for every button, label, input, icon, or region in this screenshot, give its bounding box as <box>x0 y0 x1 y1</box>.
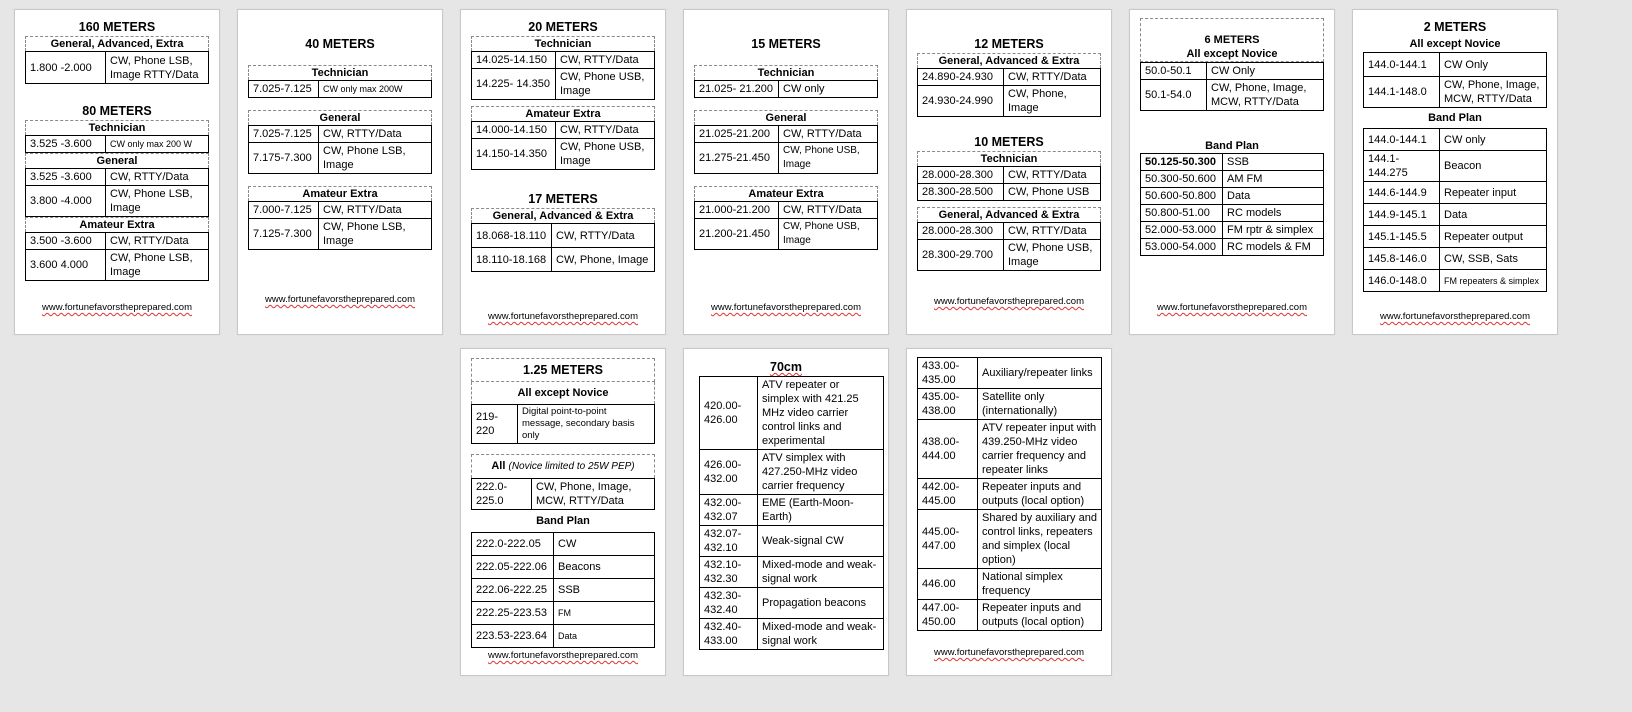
band-table <box>917 68 1101 117</box>
band-table <box>471 223 655 272</box>
mode-cell: CW, Phone USB, Image <box>556 69 655 100</box>
freq-cell: 432.07-432.10 <box>700 526 758 557</box>
mode-cell: Auxiliary/repeater links <box>978 358 1102 389</box>
group-label: General, Advanced & Extra <box>917 207 1101 222</box>
freq-cell: 223.53-223.64 <box>472 625 554 648</box>
mode-cell: CW Only <box>1440 53 1547 77</box>
table-row <box>918 420 1102 479</box>
freq-cell: 21.200-21.450 <box>695 219 779 250</box>
freq-cell: 222.25-223.53 <box>472 602 554 625</box>
table-row <box>1364 129 1547 151</box>
freq-cell: 21.000-21.200 <box>695 202 779 219</box>
freq-cell: 21.025- 21.200 <box>695 81 779 98</box>
table-row <box>918 223 1101 240</box>
group-label: General, Advanced, Extra <box>25 36 209 51</box>
title-box <box>1140 18 1324 62</box>
mode-cell: CW, Phone USB, Image <box>779 143 878 174</box>
website-footer[interactable]: www.fortunefavorstheprepared.com <box>934 647 1084 658</box>
mode-cell: SSB <box>554 579 655 602</box>
table-row <box>472 69 655 100</box>
band-table <box>471 478 655 510</box>
freq-cell: 145.8-146.0 <box>1364 248 1440 270</box>
group-label: General <box>694 110 878 125</box>
mode-cell: CW, Phone LSB, Image RTTY/Data <box>106 52 209 84</box>
table-row <box>1364 151 1547 182</box>
table-row <box>26 250 209 281</box>
card-20-17-meters <box>460 9 666 335</box>
mode-cell: CW, Phone USB <box>1004 184 1101 201</box>
group-label: Technician <box>471 36 655 51</box>
freq-cell: 222.0-225.0 <box>472 479 532 510</box>
band-title: 2 METERS <box>1423 20 1487 34</box>
freq-cell: 219-220 <box>472 405 518 444</box>
band-table <box>471 121 655 170</box>
band-title: 40 METERS <box>305 37 375 51</box>
table-row <box>1364 182 1547 204</box>
band-table <box>471 51 655 100</box>
website-footer[interactable]: www.fortunefavorstheprepared.com <box>488 311 638 322</box>
mode-cell: Beacon <box>1440 151 1547 182</box>
mode-cell: CW, RTTY/Data <box>319 202 432 219</box>
mode-cell: FM rptr & simplex <box>1223 222 1324 239</box>
mode-cell: CW, RTTY/Data <box>106 169 209 186</box>
band-table <box>1363 128 1547 292</box>
mode-cell: CW, RTTY/Data <box>1004 69 1101 86</box>
group-label: General <box>25 153 209 168</box>
freq-cell: 3.800 -4.000 <box>26 186 106 217</box>
mode-cell: Data <box>1440 204 1547 226</box>
website-footer[interactable]: www.fortunefavorstheprepared.com <box>1380 311 1530 322</box>
mode-cell: FM <box>554 602 655 625</box>
freq-cell: 14.000-14.150 <box>472 122 556 139</box>
mode-cell: Propagation beacons <box>758 588 884 619</box>
freq-cell: 435.00-438.00 <box>918 389 978 420</box>
card-2-meters <box>1352 9 1558 335</box>
table-row <box>918 167 1101 184</box>
table-row <box>472 248 655 272</box>
band-table <box>917 357 1102 631</box>
table-row <box>700 557 884 588</box>
table-row <box>695 202 878 219</box>
group-label: Amateur Extra <box>471 106 655 121</box>
mode-cell: Repeater inputs and outputs (local option) <box>978 600 1102 631</box>
table-row <box>918 358 1102 389</box>
freq-cell: 28.000-28.300 <box>918 167 1004 184</box>
freq-cell: 144.0-144.1 <box>1364 53 1440 77</box>
freq-cell: 28.300-28.500 <box>918 184 1004 201</box>
card-6-meters <box>1129 9 1335 335</box>
table-row <box>472 139 655 170</box>
group-label: All except Novice <box>1409 38 1501 50</box>
table-row <box>26 186 209 217</box>
table-row <box>1364 53 1547 77</box>
band-title: 160 METERS <box>78 20 156 34</box>
table-row <box>1141 188 1324 205</box>
table-row <box>26 52 209 84</box>
card-15-meters <box>683 9 889 335</box>
freq-cell: 144.6-144.9 <box>1364 182 1440 204</box>
table-row <box>1364 226 1547 248</box>
table-row <box>1364 204 1547 226</box>
freq-cell: 50.600-50.800 <box>1141 188 1223 205</box>
freq-cell: 420.00-426.00 <box>700 377 758 450</box>
freq-cell: 24.890-24.930 <box>918 69 1004 86</box>
table-row <box>472 556 655 579</box>
table-row <box>918 479 1102 510</box>
website-footer[interactable]: www.fortunefavorstheprepared.com <box>1157 302 1307 313</box>
table-row <box>1364 270 1547 292</box>
table-row <box>1141 239 1324 256</box>
band-table <box>248 125 432 174</box>
mode-cell: Repeater input <box>1440 182 1547 204</box>
freq-cell: 144.1-144.275 <box>1364 151 1440 182</box>
group-label: Band Plan <box>1205 140 1259 152</box>
table-row <box>695 81 878 98</box>
mode-cell: Repeater output <box>1440 226 1547 248</box>
band-title: 10 METERS <box>974 135 1044 149</box>
mode-cell: Beacons <box>554 556 655 579</box>
group-label: Band Plan <box>536 515 590 527</box>
group-label: All except Novice <box>1186 48 1278 60</box>
table-row <box>1141 154 1324 171</box>
table-row <box>472 224 655 248</box>
band-table <box>25 51 209 84</box>
website-footer[interactable]: www.fortunefavorstheprepared.com <box>934 296 1084 307</box>
band-table <box>471 532 655 648</box>
table-row <box>26 169 209 186</box>
freq-cell: 432.30-432.40 <box>700 588 758 619</box>
freq-cell: 3.600 4.000 <box>26 250 106 281</box>
table-row <box>695 219 878 250</box>
table-row <box>26 233 209 250</box>
mode-cell: CW only <box>779 81 878 98</box>
group-label: General <box>248 110 432 125</box>
website-footer[interactable]: www.fortunefavorstheprepared.com <box>42 302 192 313</box>
freq-cell: 144.0-144.1 <box>1364 129 1440 151</box>
group-label: All except Novice <box>471 382 655 404</box>
freq-cell: 445.00-447.00 <box>918 510 978 569</box>
table-row <box>695 143 878 174</box>
mode-cell: CW, RTTY/Data <box>1004 223 1101 240</box>
group-label: Band Plan <box>1428 112 1482 124</box>
mode-cell: CW, Phone USB, Image <box>1004 240 1101 271</box>
group-label: Amateur Extra <box>694 186 878 201</box>
group-label: General, Advanced & Extra <box>471 208 655 223</box>
mode-cell: CW, Phone, Image <box>552 248 655 272</box>
freq-cell: 3.500 -3.600 <box>26 233 106 250</box>
band-title: 20 METERS <box>528 20 598 34</box>
group-label <box>471 454 655 478</box>
mode-cell: CW, RTTY/Data <box>556 122 655 139</box>
mode-cell: RC models & FM <box>1223 239 1324 256</box>
freq-cell: 442.00-445.00 <box>918 479 978 510</box>
mode-cell: Data <box>554 625 655 648</box>
mode-cell: CW only max 200W <box>319 81 432 98</box>
mode-cell: CW, Phone USB, Image <box>556 139 655 170</box>
band-table <box>25 168 209 217</box>
mode-cell: ATV simplex with 427.250-MHz video carrier frequency <box>758 450 884 495</box>
table-row <box>472 602 655 625</box>
mode-cell: CW, Phone, Image, MCW, RTTY/Data <box>532 479 655 510</box>
freq-cell: 3.525 -3.600 <box>26 136 106 153</box>
table-row <box>1141 171 1324 188</box>
freq-cell: 144.1-148.0 <box>1364 77 1440 108</box>
table-row <box>1141 63 1324 80</box>
table-row <box>472 122 655 139</box>
band-title: 15 METERS <box>751 37 821 51</box>
table-row <box>472 533 655 556</box>
mode-cell: National simplex frequency <box>978 569 1102 600</box>
mode-cell: CW, Phone USB, Image <box>779 219 878 250</box>
card-40-meters <box>237 9 443 335</box>
mode-cell: Digital point-to-point message, secondary basis only <box>518 405 655 444</box>
freq-cell: 433.00-435.00 <box>918 358 978 389</box>
mode-cell: SSB <box>1223 154 1324 171</box>
table-row <box>1364 77 1547 108</box>
freq-cell: 50.800-51.00 <box>1141 205 1223 222</box>
freq-cell: 432.40-433.00 <box>700 619 758 650</box>
freq-cell: 7.000-7.125 <box>249 202 319 219</box>
freq-cell: 28.000-28.300 <box>918 223 1004 240</box>
table-row <box>472 52 655 69</box>
mode-cell: Repeater inputs and outputs (local option) <box>978 479 1102 510</box>
mode-cell: CW, RTTY/Data <box>556 52 655 69</box>
freq-cell: 24.930-24.990 <box>918 86 1004 117</box>
freq-cell: 432.00-432.07 <box>700 495 758 526</box>
table-row <box>472 479 655 510</box>
freq-cell: 146.0-148.0 <box>1364 270 1440 292</box>
group-label-all: All <box>491 460 506 472</box>
table-row <box>249 81 432 98</box>
table-row <box>918 184 1101 201</box>
group-note: (Novice limited to 25W PEP) <box>508 461 635 472</box>
mode-cell: AM FM <box>1223 171 1324 188</box>
freq-cell: 222.0-222.05 <box>472 533 554 556</box>
mode-cell: Data <box>1223 188 1324 205</box>
freq-cell: 50.0-50.1 <box>1141 63 1207 80</box>
freq-cell: 14.025-14.150 <box>472 52 556 69</box>
table-row <box>1141 80 1324 111</box>
website-footer[interactable]: www.fortunefavorstheprepared.com <box>488 650 638 661</box>
mode-cell: CW, Phone LSB, Image <box>319 219 432 250</box>
band-title-text: 70cm <box>770 360 802 374</box>
freq-cell: 7.025-7.125 <box>249 81 319 98</box>
mode-cell: CW, RTTY/Data <box>779 126 878 143</box>
freq-cell: 426.00-432.00 <box>700 450 758 495</box>
mode-cell: CW, Phone, Image, MCW, RTTY/Data <box>1440 77 1547 108</box>
group-label: Technician <box>248 65 432 80</box>
freq-cell: 144.9-145.1 <box>1364 204 1440 226</box>
band-table <box>917 222 1101 271</box>
group-label: Technician <box>25 120 209 135</box>
freq-cell: 21.025-21.200 <box>695 126 779 143</box>
table-row <box>918 69 1101 86</box>
freq-cell: 18.068-18.110 <box>472 224 552 248</box>
mode-cell: EME (Earth-Moon-Earth) <box>758 495 884 526</box>
mode-cell: CW <box>554 533 655 556</box>
mode-cell: CW, RTTY/Data <box>319 126 432 143</box>
mode-cell: CW, RTTY/Data <box>552 224 655 248</box>
band-table <box>699 376 884 650</box>
mode-cell: CW, RTTY/Data <box>106 233 209 250</box>
mode-cell: CW Only <box>1207 63 1324 80</box>
freq-cell: 14.225- 14.350 <box>472 69 556 100</box>
card-70cm-part-2 <box>906 348 1112 676</box>
table-row <box>700 619 884 650</box>
table-row <box>1141 222 1324 239</box>
table-row <box>249 143 432 174</box>
mode-cell: Satellite only (internationally) <box>978 389 1102 420</box>
freq-cell: 222.06-222.25 <box>472 579 554 602</box>
mode-cell: CW, Phone LSB, Image <box>319 143 432 174</box>
mode-cell: CW, Phone LSB, Image <box>106 186 209 217</box>
freq-cell: 438.00-444.00 <box>918 420 978 479</box>
freq-cell: 52.000-53.000 <box>1141 222 1223 239</box>
freq-cell: 21.275-21.450 <box>695 143 779 174</box>
mode-cell: FM repeaters & simplex <box>1440 270 1547 292</box>
card-12-10-meters <box>906 9 1112 335</box>
freq-cell: 446.00 <box>918 569 978 600</box>
table-row <box>472 579 655 602</box>
mode-cell: RC models <box>1223 205 1324 222</box>
freq-cell: 7.175-7.300 <box>249 143 319 174</box>
freq-cell: 222.05-222.06 <box>472 556 554 579</box>
band-table <box>694 201 878 250</box>
table-row <box>918 569 1102 600</box>
card-70cm-part-1 <box>683 348 889 676</box>
freq-cell: 447.00-450.00 <box>918 600 978 631</box>
website-footer[interactable]: www.fortunefavorstheprepared.com <box>711 302 861 313</box>
table-row <box>249 219 432 250</box>
mode-cell: CW, Phone, Image <box>1004 86 1101 117</box>
table-row <box>700 377 884 450</box>
freq-cell: 14.150-14.350 <box>472 139 556 170</box>
band-title: 1.25 METERS <box>471 358 655 382</box>
band-title <box>694 358 878 376</box>
freq-cell: 50.300-50.600 <box>1141 171 1223 188</box>
table-row <box>700 526 884 557</box>
mode-cell: CW, RTTY/Data <box>779 202 878 219</box>
group-label: General, Advanced & Extra <box>917 53 1101 68</box>
mode-cell: Mixed-mode and weak-signal work <box>758 619 884 650</box>
group-label: Amateur Extra <box>25 217 209 232</box>
table-row <box>26 136 209 153</box>
freq-cell: 18.110-18.168 <box>472 248 552 272</box>
table-row <box>918 600 1102 631</box>
table-row <box>918 389 1102 420</box>
table-row <box>249 126 432 143</box>
table-row <box>249 202 432 219</box>
band-title: 17 METERS <box>528 192 598 206</box>
freq-cell: 28.300-29.700 <box>918 240 1004 271</box>
mode-cell: Weak-signal CW <box>758 526 884 557</box>
group-label: Amateur Extra <box>248 186 432 201</box>
table-row <box>700 588 884 619</box>
band-table <box>694 125 878 174</box>
band-title: 80 METERS <box>82 104 152 118</box>
band-title: 6 METERS <box>1204 34 1260 46</box>
freq-cell: 3.525 -3.600 <box>26 169 106 186</box>
band-table <box>1363 52 1547 108</box>
card-160-80-meters <box>14 9 220 335</box>
table-row <box>700 495 884 526</box>
freq-cell: 432.10-432.30 <box>700 557 758 588</box>
table-row <box>700 450 884 495</box>
band-title: 12 METERS <box>974 37 1044 51</box>
table-row <box>918 86 1101 117</box>
band-table <box>25 232 209 281</box>
freq-cell: 53.000-54.000 <box>1141 239 1223 256</box>
freq-cell: 7.025-7.125 <box>249 126 319 143</box>
table-row <box>472 625 655 648</box>
table-row <box>1364 248 1547 270</box>
band-table <box>471 404 655 444</box>
mode-cell: ATV repeater or simplex with 421.25 MHz video carrier control links and experimental <box>758 377 884 450</box>
table-row <box>1141 205 1324 222</box>
band-table <box>1140 153 1324 256</box>
freq-cell: 145.1-145.5 <box>1364 226 1440 248</box>
band-table <box>248 80 432 98</box>
mode-cell: CW, Phone, Image, MCW, RTTY/Data <box>1207 80 1324 111</box>
mode-cell: CW only <box>1440 129 1547 151</box>
table-row <box>918 240 1101 271</box>
mode-cell: CW, RTTY/Data <box>1004 167 1101 184</box>
freq-cell: 7.125-7.300 <box>249 219 319 250</box>
band-table <box>248 201 432 250</box>
table-row <box>918 510 1102 569</box>
mode-cell: ATV repeater input with 439.250-MHz video carrier frequency and repeater links <box>978 420 1102 479</box>
band-table <box>25 135 209 153</box>
card-1-25-meters <box>460 348 666 676</box>
freq-cell: 50.125-50.300 <box>1141 154 1223 171</box>
mode-cell: Mixed-mode and weak-signal work <box>758 557 884 588</box>
mode-cell: CW, Phone LSB, Image <box>106 250 209 281</box>
mode-cell: CW only max 200 W <box>106 136 209 153</box>
table-row <box>472 405 655 444</box>
table-row <box>695 126 878 143</box>
band-table <box>1140 62 1324 111</box>
band-table <box>694 80 878 98</box>
freq-cell: 50.1-54.0 <box>1141 80 1207 111</box>
mode-cell: CW, SSB, Sats <box>1440 248 1547 270</box>
group-label: Technician <box>917 151 1101 166</box>
band-table <box>917 166 1101 201</box>
mode-cell: Shared by auxiliary and control links, repeaters and simplex (local option) <box>978 510 1102 569</box>
website-footer[interactable]: www.fortunefavorstheprepared.com <box>265 294 415 305</box>
freq-cell: 1.800 -2.000 <box>26 52 106 84</box>
group-label: Technician <box>694 65 878 80</box>
